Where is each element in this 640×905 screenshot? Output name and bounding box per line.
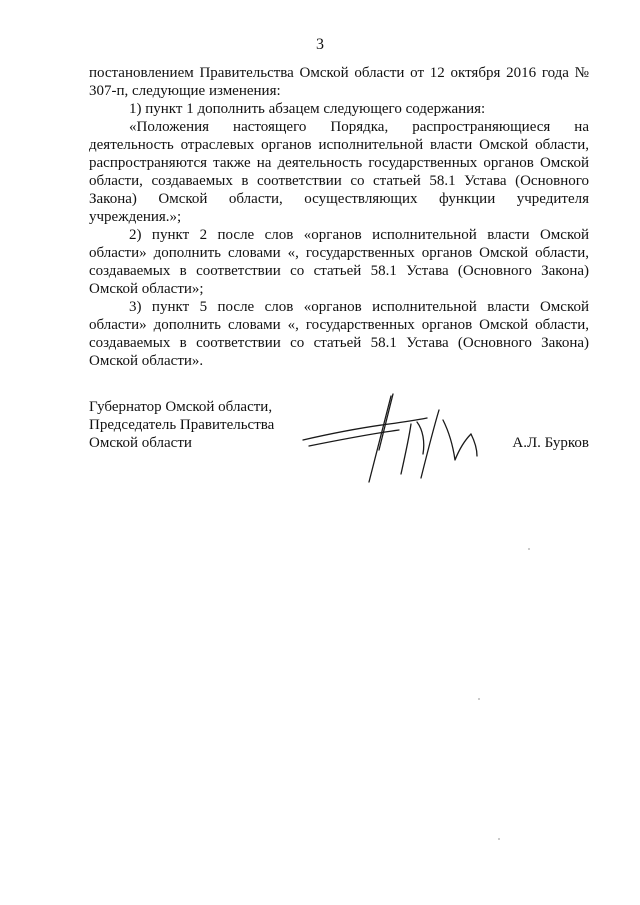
scan-speck [498,838,500,840]
signatory-title-line: Председатель Правительства [89,417,275,433]
paragraph-item-3: 3) пункт 5 после слов «органов исполнительной власти Омской области» дополнить словами «, государственных органов Омской области, создаваемых в соответствии со статьей 58.1 Устава (Основного Закона) Омской области». [89,299,589,369]
paragraph-intro: постановлением Правительства Омской области от 12 октября 2016 года № 307-п, следующие изменения: [89,65,589,99]
document-body [89,64,589,370]
paragraph-item-2: 2) пункт 2 после слов «органов исполнительной власти Омской области» дополнить словами «, государственных органов Омской области, создаваемых в соответствии со статьей 58.1 Устава (Основного Закона) Омской области»; [89,227,589,297]
signatory-title [89,398,274,452]
paragraph-item-1: 1) пункт 1 дополнить абзацем следующего содержания: [129,101,486,117]
scan-speck [528,548,530,550]
signatory-title-line: Губернатор Омской области, [89,399,273,415]
paragraph-quoted-provision: «Положения настоящего Порядка, распространяющиеся на деятельность отраслевых органов исполнительной власти Омской области, распространяются также на деятельность государственных органов Омской области, создаваемых в соответствии со статьей 58.1 Устава (Основного Закона) Омской области, осуществляющих функции учредителя учреждения.»; [89,119,589,225]
page-number: 3 [316,36,324,53]
signature-block [89,398,589,498]
signatory-title-line: Омской области [89,435,192,451]
scan-speck [478,698,480,700]
signatory-name: А.Л. Бурков [512,435,589,451]
handwritten-signature [299,390,499,486]
